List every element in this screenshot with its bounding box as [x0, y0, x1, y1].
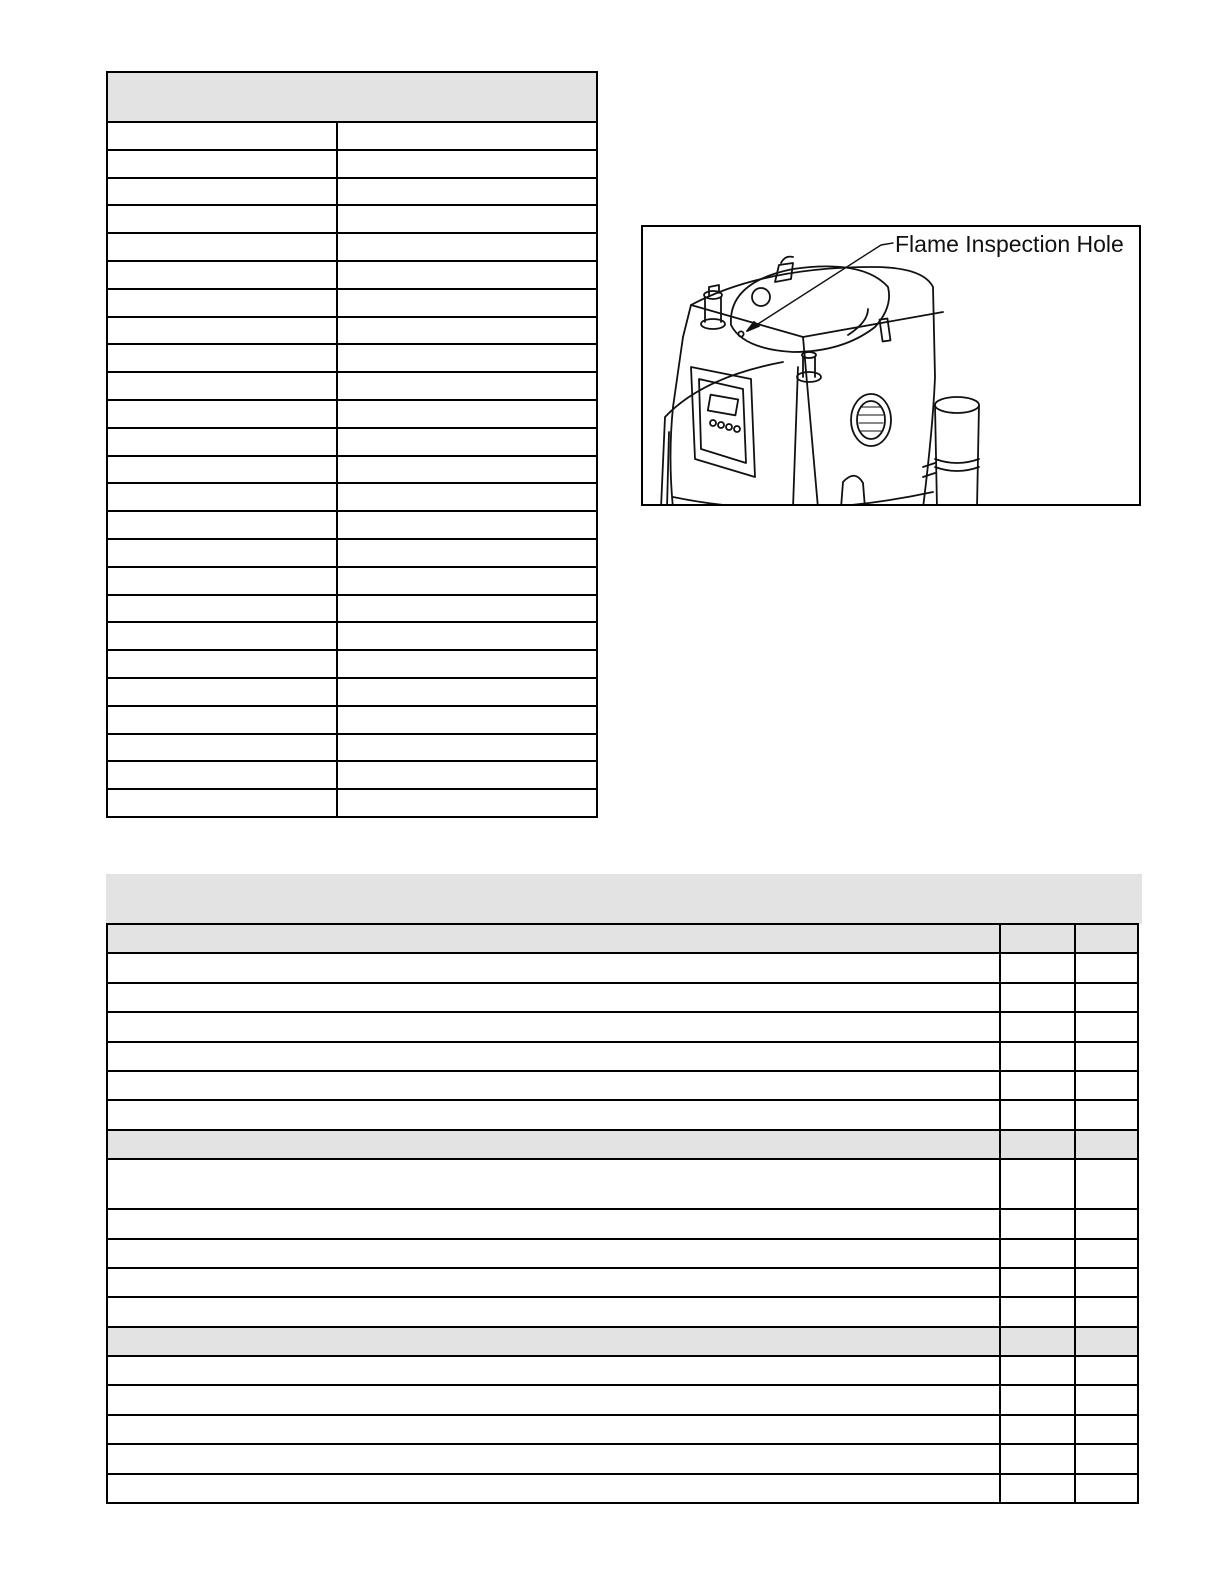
flame-inspection-figure	[641, 225, 1141, 506]
table-row	[107, 205, 597, 233]
section-row	[107, 924, 1138, 953]
table-row	[107, 122, 597, 150]
lower-table	[106, 923, 1139, 1504]
section-row	[107, 1130, 1138, 1159]
table-row	[107, 706, 597, 734]
table-row	[107, 1415, 1138, 1444]
table-row	[107, 1239, 1138, 1268]
water-heater-top-illustration	[643, 227, 1141, 506]
table-row	[107, 734, 597, 762]
upper-table-header	[107, 72, 597, 122]
table-row	[107, 1385, 1138, 1414]
table-row	[107, 150, 597, 178]
table-row	[107, 289, 597, 317]
table-row	[107, 400, 597, 428]
table-row	[107, 1012, 1138, 1041]
table-row	[107, 1042, 1138, 1071]
table-row	[107, 1071, 1138, 1100]
table-row	[107, 539, 597, 567]
table-row	[107, 1297, 1138, 1326]
table-row	[107, 789, 597, 817]
table-row	[107, 983, 1138, 1012]
table-row	[107, 761, 597, 789]
table-row	[107, 567, 597, 595]
table-row	[107, 1268, 1138, 1297]
table-row	[107, 178, 597, 206]
table-row	[107, 1356, 1138, 1385]
table-row	[107, 622, 597, 650]
table-row	[107, 233, 597, 261]
table-row	[107, 317, 597, 345]
table-row	[107, 344, 597, 372]
table-row	[107, 372, 597, 400]
table-row	[107, 483, 597, 511]
table-row	[107, 1444, 1138, 1473]
lower-table-header	[106, 874, 1142, 924]
table-row	[107, 456, 597, 484]
table-row	[107, 1100, 1138, 1129]
table-row	[107, 511, 597, 539]
table-row	[107, 953, 1138, 982]
section-row	[107, 1327, 1138, 1356]
table-row	[107, 650, 597, 678]
table-row	[107, 595, 597, 623]
table-row	[107, 678, 597, 706]
table-row	[107, 428, 597, 456]
upper-table	[106, 71, 598, 818]
table-row	[107, 261, 597, 289]
table-row	[107, 1209, 1138, 1238]
flame-inspection-hole-label: Flame Inspection Hole	[895, 231, 1124, 257]
table-row	[107, 1474, 1138, 1503]
table-row	[107, 1159, 1138, 1209]
